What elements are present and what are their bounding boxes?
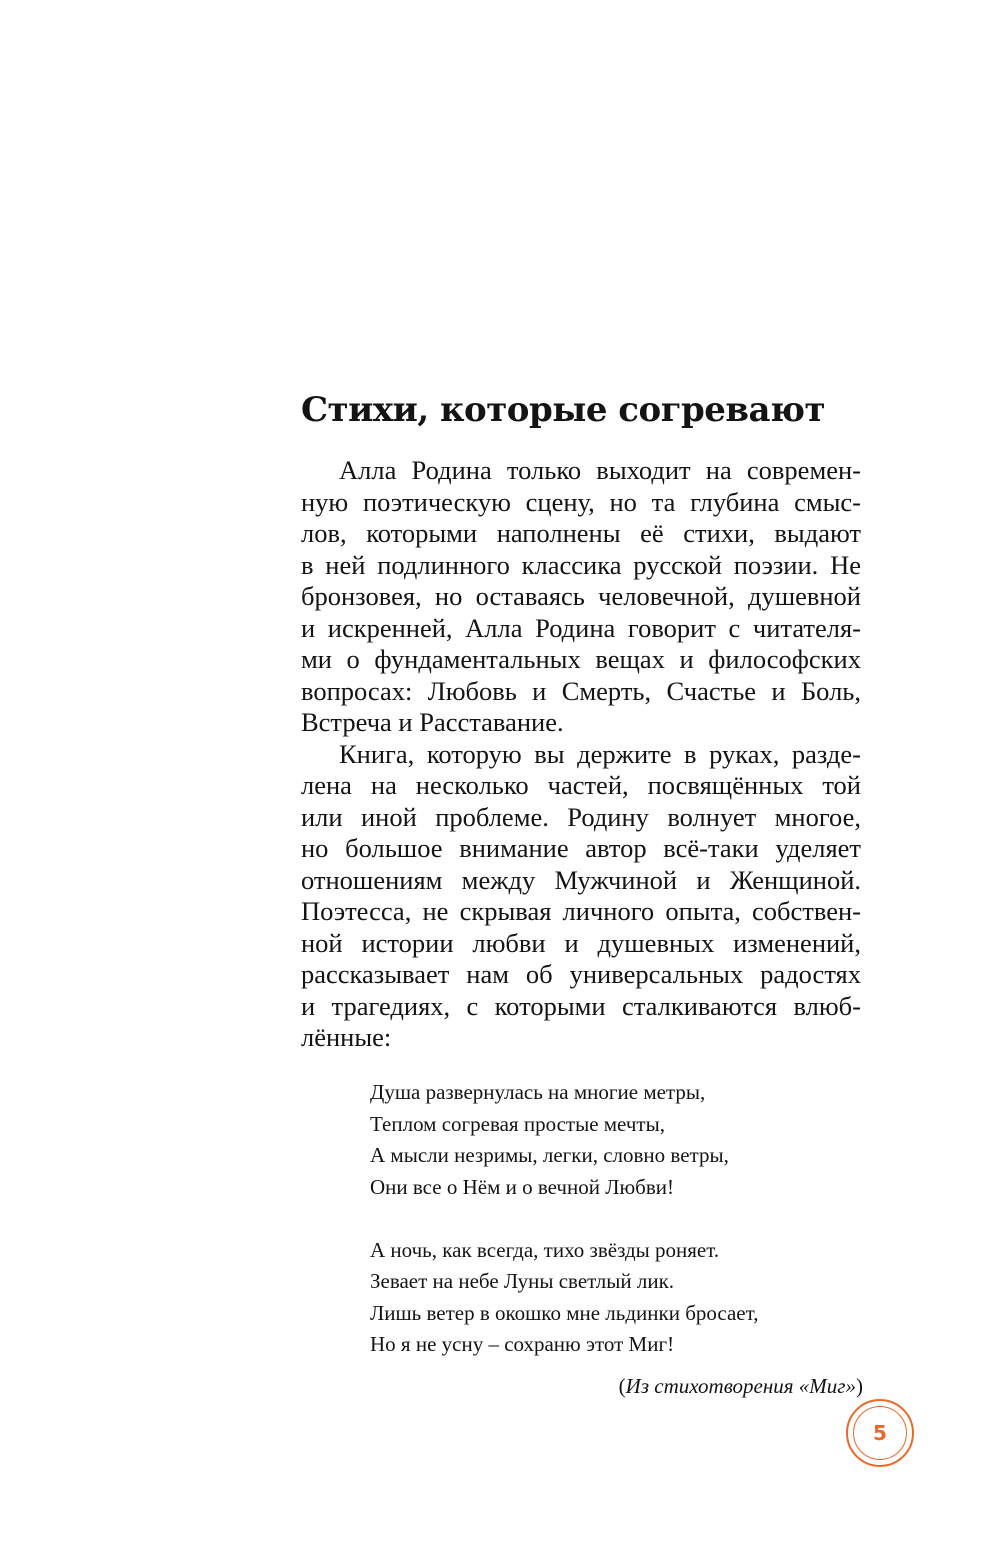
text-line: но большое внимание автор всё-таки уделяет (301, 833, 861, 863)
page-number-badge (846, 1399, 914, 1467)
text-line: бронзовея, но оставаясь человечной, душевной (301, 581, 861, 611)
text-line: рассказывает нам об универсальных радостях (301, 959, 861, 989)
poem-source (619, 1372, 863, 1400)
source-close-paren: ) (856, 1374, 863, 1398)
source-open-paren: ( (618, 1374, 626, 1398)
text-line: лов, которыми наполнены её стихи, выдают (301, 518, 861, 548)
poem-stanza-1 (370, 1077, 758, 1203)
text-line: или иной проблеме. Родину волнует многое, (301, 801, 861, 832)
poem-line: Душа развернулась на многие метры, (370, 1080, 706, 1104)
text-line: отношениям между Мужчиной и Женщиной. (301, 864, 861, 895)
poem-line: А ночь, как всегда, тихо звёзды роняет. (370, 1237, 720, 1262)
paragraph-2 (301, 739, 861, 1054)
text-line: Алла Родина только выходит на современ- (339, 455, 861, 485)
text-line: ми о фундаментальных вещах и философских (301, 644, 861, 674)
poem-line: Но я не усну – сохраню этот Миг! (370, 1332, 675, 1356)
poem-excerpt (370, 1077, 758, 1392)
text-line: ную поэтическую сцену, но та глубина смыс- (301, 486, 861, 517)
text-line: лённые: (301, 1022, 392, 1052)
text-line: вопросах: Любовь и Смерть, Счастье и Боль, (301, 675, 861, 706)
poem-line: Лишь ветер в окошко мне льдинки бросает, (370, 1300, 759, 1325)
text-line: Книга, которую вы держите в руках, разде- (339, 738, 861, 769)
text-line: Поэтесса, не скрывая личного опыта, собствен- (301, 896, 861, 926)
chapter-title: Стихи, которые согревают (301, 390, 826, 430)
page-number: 5 (853, 1406, 907, 1460)
poem-line: Теплом согревая простые мечты, (370, 1111, 665, 1136)
poem-line: Они все о Нём и о вечной Любви! (370, 1174, 674, 1199)
text-line: и трагедиях, с которыми сталкиваются влюб- (301, 990, 861, 1021)
poem-stanza-2 (370, 1235, 758, 1361)
poem-line: Зевает на небе Луны светлый лик. (370, 1269, 675, 1293)
text-line: лена на несколько частей, посвящённых той (301, 770, 861, 800)
text-line: в ней подлинного классика русской поэзии. Не (301, 549, 861, 580)
paragraph-1 (301, 455, 861, 739)
source-text: Из стихотворения «Миг» (625, 1374, 856, 1398)
text-line: и искренней, Алла Родина говорит с читателя- (301, 612, 861, 643)
body-text (301, 455, 861, 1054)
text-line: Встреча и Расставание. (301, 707, 564, 737)
poem-line: А мысли незримы, легки, словно ветры, (370, 1143, 729, 1167)
text-line: ной истории любви и душевных изменений, (301, 927, 861, 958)
